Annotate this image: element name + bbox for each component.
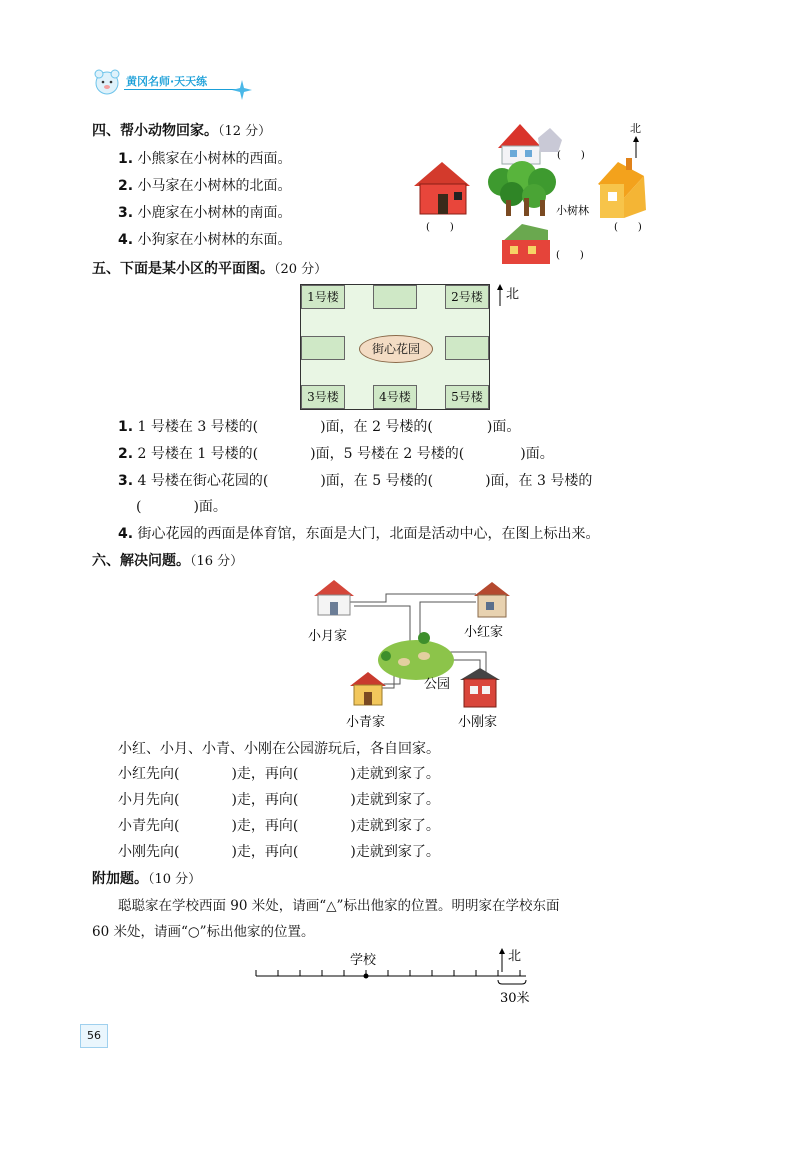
q-text: )面。 — [486, 419, 521, 435]
house-west-icon — [414, 162, 470, 214]
brand-title: 黄冈名师·天天练 — [126, 75, 208, 88]
q-number: 1. — [118, 419, 134, 435]
line-text: )走就到家了。 — [350, 818, 440, 834]
building-4: 4号楼 — [373, 385, 417, 409]
numberline-north-label: 北 — [508, 949, 522, 964]
section6-heading — [92, 550, 243, 570]
animal-homes-figure — [410, 118, 670, 268]
number-line-figure — [250, 946, 550, 1010]
extra-title: 附加题。 — [92, 871, 148, 887]
line-text: )走就到家了。 — [350, 766, 440, 782]
line-text: 小红先向( — [118, 766, 180, 782]
section4-heading — [92, 120, 271, 140]
tick-marks — [256, 970, 520, 976]
item-number: 1. — [118, 151, 134, 167]
item-text: 小鹿家在小树林的南面。 — [137, 205, 292, 221]
line-text: )走就到家了。 — [350, 844, 440, 860]
section4-item — [118, 175, 292, 195]
q-text: )面。 — [193, 499, 227, 515]
house-xiaogang-icon — [460, 668, 500, 707]
section4-item — [118, 148, 292, 168]
section4-points: （12 分） — [218, 124, 272, 139]
park-icon — [378, 632, 454, 680]
building-west-slot[interactable] — [301, 336, 345, 360]
building-1: 1号楼 — [301, 285, 345, 309]
section5-q2 — [118, 443, 554, 463]
section6-points: （16 分） — [190, 554, 244, 569]
extra-heading — [92, 868, 201, 888]
building-top-middle[interactable] — [373, 285, 417, 309]
label-xiaogang: 小刚家 — [458, 715, 498, 730]
q-text: 4 号楼在街心花园的( — [137, 473, 269, 489]
line-text: 小刚先向( — [118, 844, 180, 860]
house-xiaoqing-icon — [350, 672, 386, 705]
q-text: )面，5 号楼在 2 号楼的( — [310, 446, 465, 462]
q-text: ( — [136, 499, 142, 515]
q-text: )面，在 5 号楼的( — [320, 473, 434, 489]
answer-paren-east: ( ) — [614, 222, 642, 233]
section5-heading — [92, 258, 327, 278]
q-text: )面，在 3 号楼的 — [485, 473, 593, 489]
community-map — [300, 284, 490, 410]
map-north-label: 北 — [506, 287, 520, 302]
section5-q1 — [118, 416, 520, 436]
section5-q3-cont — [136, 496, 227, 516]
line-text: )走，再向( — [231, 792, 299, 808]
label-xiaoqing: 小青家 — [346, 715, 386, 730]
q-text: 2 号楼在 1 号楼的( — [137, 446, 259, 462]
label-park: 公园 — [424, 677, 451, 692]
item-number: 2. — [118, 178, 134, 194]
item-number: 4. — [118, 232, 134, 248]
item-text: 小熊家在小树林的西面。 — [137, 151, 292, 167]
line-text: )走就到家了。 — [350, 792, 440, 808]
page-number: 56 — [80, 1024, 108, 1048]
extra-line1: 聪聪家在学校西面 90 米处，请画“△”标出他家的位置。明明家在学校东面 — [118, 898, 560, 914]
label-xiaoyue: 小月家 — [308, 629, 348, 644]
item-number: 3. — [118, 205, 134, 221]
school-label: 学校 — [350, 953, 377, 968]
q-text: )面，在 2 号楼的( — [320, 419, 433, 435]
q-text: 街心花园的西面是体育馆，东面是大门，北面是活动中心，在图上标出来。 — [137, 526, 600, 542]
bear-logo-icon — [92, 68, 122, 96]
line-text: )走，再向( — [231, 844, 299, 860]
house-east-icon — [598, 158, 646, 218]
house-south-icon — [502, 224, 550, 264]
item-text: 小马家在小树林的北面。 — [137, 178, 292, 194]
line-text: )走，再向( — [231, 766, 299, 782]
school-point — [364, 974, 369, 979]
section6-title: 六、解决问题。 — [92, 553, 190, 569]
label-xiaohong: 小红家 — [464, 625, 504, 640]
q-number: 3. — [118, 473, 134, 489]
building-5: 5号楼 — [445, 385, 489, 409]
section5-q4 — [118, 523, 600, 543]
q-number: 4. — [118, 526, 134, 542]
figure4-north-label: 北 — [630, 122, 641, 135]
house-north-icon — [498, 124, 562, 164]
section4-item — [118, 202, 292, 222]
section4-title: 四、帮小动物回家。 — [92, 123, 218, 139]
house-xiaohong-icon — [474, 582, 510, 617]
q-text: 1 号楼在 3 号楼的( — [137, 419, 259, 435]
building-2: 2号楼 — [445, 285, 489, 309]
brand-underline — [124, 89, 246, 90]
answer-paren-north: ( ) — [557, 150, 585, 161]
answer-paren-south: ( ) — [556, 250, 584, 261]
q-text: )面。 — [520, 446, 554, 462]
street-garden: 街心花园 — [359, 335, 433, 363]
answer-paren-west: ( ) — [426, 222, 454, 233]
woods-icon — [488, 161, 556, 216]
item-text: 小狗家在小树林的东面。 — [137, 232, 292, 248]
house-xiaoyue-icon — [314, 580, 354, 615]
section6-line — [118, 841, 440, 861]
building-3: 3号楼 — [301, 385, 345, 409]
q-number: 2. — [118, 446, 134, 462]
section5-points: （20 分） — [274, 262, 328, 277]
section6-line — [118, 763, 440, 783]
section5-title: 五、下面是某小区的平面图。 — [92, 261, 274, 277]
section6-line — [118, 789, 440, 809]
woods-label: 小树林 — [556, 204, 589, 217]
scale-label: 30米 — [500, 991, 530, 1006]
line-text: 小青先向( — [118, 818, 180, 834]
extra-points: （10 分） — [148, 872, 202, 887]
section5-q3 — [118, 470, 592, 490]
section4-item — [118, 229, 292, 249]
extra-line2: 60 米处，请画“○”标出他家的位置。 — [92, 924, 315, 940]
line-text: 小月先向( — [118, 792, 180, 808]
map-north-arrow-icon — [494, 284, 534, 308]
park-route-figure — [300, 576, 520, 736]
section6-intro: 小红、小月、小青、小刚在公园游玩后，各自回家。 — [118, 741, 440, 757]
building-east-slot[interactable] — [445, 336, 489, 360]
line-text: )走，再向( — [231, 818, 299, 834]
section6-line — [118, 815, 440, 835]
sparkle-icon — [232, 80, 252, 100]
scale-brace — [498, 980, 526, 984]
